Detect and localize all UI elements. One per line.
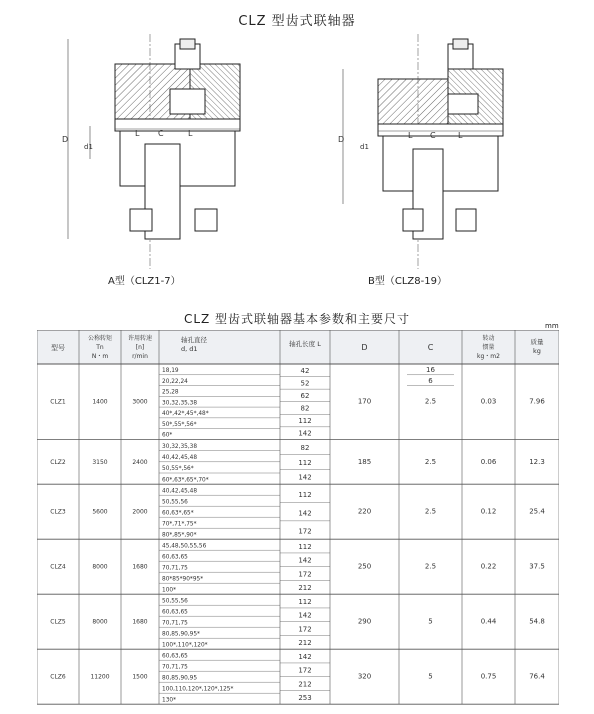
- row-bore: 60,63,65: [162, 554, 188, 561]
- header-inertia: 惯量: [482, 344, 495, 351]
- header-speed: [n]: [135, 344, 145, 351]
- dim-label-C: C: [158, 129, 164, 138]
- row-length: 212: [298, 680, 312, 689]
- row-length: 112: [298, 542, 312, 551]
- dim-label-L: L: [408, 131, 413, 140]
- row-bore: 45,48,50,55,56: [162, 543, 207, 550]
- row-D: 250: [357, 562, 372, 571]
- row-bore: 25,28: [162, 389, 179, 396]
- row-bore: 30,32,35,38: [162, 443, 198, 450]
- row-D: 320: [357, 672, 372, 681]
- row-bore: 20,22,24: [162, 378, 188, 385]
- row-model: CLZ3: [50, 508, 66, 516]
- dim-label-d1: d1: [84, 143, 93, 151]
- table-title: CLZ 型齿式联轴器基本参数和主要尺寸: [183, 312, 411, 326]
- row-length: 112: [298, 417, 312, 426]
- row-C: 5: [428, 617, 433, 626]
- row-length: 172: [298, 570, 312, 579]
- row-length: 42: [300, 366, 310, 375]
- row-C: 2.5: [424, 397, 437, 406]
- row-D: 170: [357, 397, 372, 406]
- row-length: 172: [298, 666, 312, 675]
- row-torque: 11200: [90, 673, 110, 681]
- caption-type-a: A型（CLZ1-7）: [108, 276, 181, 287]
- row-length: 112: [298, 458, 312, 467]
- row-bore: 40*,42*,45*,48*: [162, 411, 209, 418]
- row-mass: 25.4: [529, 507, 545, 516]
- parameters-table: [37, 330, 559, 707]
- row-length: 112: [298, 491, 312, 500]
- row-bore: 80*,85*,90*: [162, 532, 197, 539]
- row-bore: 50,55,56: [162, 598, 188, 605]
- row-mass: 37.5: [529, 562, 545, 571]
- row-D: 220: [357, 507, 372, 516]
- row-model: CLZ4: [50, 563, 66, 571]
- row-bore: 80,85,90,95: [162, 675, 198, 682]
- header-torque: 公称转矩: [87, 335, 113, 342]
- header-inertia: kg・m2: [477, 353, 500, 360]
- dim-label-D: D: [62, 135, 69, 144]
- dim-label-L-right: L: [458, 131, 463, 140]
- row-length: 142: [298, 652, 312, 661]
- row-c-extra: 6: [428, 376, 433, 385]
- row-D: 185: [357, 457, 372, 466]
- row-inertia: 0.44: [480, 617, 497, 626]
- row-inertia: 0.06: [480, 457, 497, 466]
- row-inertia: 0.75: [480, 672, 497, 681]
- row-length: 253: [298, 694, 312, 703]
- caption-type-b: B型（CLZ8-19）: [368, 276, 447, 287]
- row-bore: 60*: [162, 432, 173, 439]
- header-inertia: 转动: [482, 335, 495, 342]
- row-C: 2.5: [424, 507, 437, 516]
- row-torque: 3150: [92, 458, 108, 466]
- row-torque: 8000: [92, 563, 108, 571]
- row-bore: 100*: [162, 587, 176, 594]
- header-speed: r/min: [132, 353, 148, 360]
- row-inertia: 0.03: [480, 397, 497, 406]
- row-bore: 80,85,90,95*: [162, 631, 200, 638]
- row-length: 142: [298, 611, 312, 620]
- coupling-drawing-type-b: [338, 34, 538, 269]
- row-D: 290: [357, 617, 372, 626]
- row-bore: 50*,55*,56*: [162, 421, 197, 428]
- dim-label-L-right: L: [188, 129, 193, 138]
- row-bore: 70,71,75: [162, 620, 188, 627]
- row-length: 112: [298, 597, 312, 606]
- row-inertia: 0.12: [480, 507, 497, 516]
- header-C: C: [427, 343, 434, 352]
- row-model: CLZ2: [50, 458, 66, 466]
- row-bore: 18,19: [162, 368, 179, 375]
- header-mass: kg: [533, 347, 541, 355]
- row-length: 142: [298, 473, 312, 482]
- row-length: 142: [298, 509, 312, 518]
- row-mass: 7.96: [529, 397, 545, 406]
- row-speed: 1500: [132, 673, 148, 681]
- row-bore: 100*,110*,120*: [162, 642, 208, 649]
- header-mass: 质量: [530, 338, 544, 346]
- row-bore: 60,63*,65*: [162, 510, 194, 517]
- row-bore: 70,71,75: [162, 664, 188, 671]
- row-length: 212: [298, 639, 312, 648]
- row-length: 142: [298, 556, 312, 565]
- unit-label: mm: [545, 322, 559, 330]
- row-bore: 130*: [162, 697, 176, 704]
- row-length: 82: [300, 404, 310, 413]
- header-bore: 轴孔直径: [181, 336, 207, 344]
- row-c-extra: 16: [426, 366, 435, 375]
- row-length: 212: [298, 584, 312, 593]
- row-mass: 12.3: [529, 457, 545, 466]
- row-bore: 50,55,56: [162, 499, 188, 506]
- header-bore: d, d1: [181, 345, 198, 353]
- row-bore: 40,42,45,48: [162, 455, 198, 461]
- row-length: 52: [300, 379, 310, 388]
- row-mass: 54.8: [529, 617, 545, 626]
- row-speed: 1680: [132, 563, 148, 571]
- dim-label-C: C: [430, 131, 436, 140]
- row-bore: 50,55*,56*: [162, 466, 194, 473]
- row-speed: 3000: [132, 398, 148, 406]
- row-C: 2.5: [424, 457, 437, 466]
- header-length: 轴孔长度 L: [289, 340, 321, 348]
- dim-label-d1: d1: [360, 143, 369, 151]
- row-C: 5: [428, 672, 433, 681]
- row-torque: 1400: [92, 398, 108, 406]
- row-torque: 5600: [92, 508, 108, 516]
- row-bore: 40,42,45,48: [162, 488, 198, 495]
- row-C: 2.5: [424, 562, 437, 571]
- header-torque: Tn: [96, 344, 104, 351]
- row-speed: 1680: [132, 618, 148, 626]
- header-D: D: [361, 343, 368, 352]
- row-torque: 8000: [92, 618, 108, 626]
- row-speed: 2000: [132, 508, 148, 516]
- dim-label-L: L: [135, 129, 140, 138]
- row-bore: 60,63,65: [162, 653, 188, 660]
- header-speed: 许用转速: [127, 335, 153, 342]
- row-length: 82: [300, 443, 310, 452]
- page-title: CLZ 型齿式联轴器: [238, 14, 356, 29]
- row-bore: 60*,63*,65*,70*: [162, 477, 209, 484]
- row-bore: 60,63,65: [162, 609, 188, 616]
- header-torque: N・m: [91, 353, 109, 360]
- row-bore: 70,71,75: [162, 565, 188, 572]
- row-inertia: 0.22: [480, 562, 497, 571]
- row-length: 62: [300, 391, 310, 400]
- row-bore: 30,32,35,38: [162, 400, 198, 407]
- header-model: 型号: [51, 344, 65, 352]
- row-model: CLZ5: [50, 618, 66, 626]
- row-model: CLZ1: [50, 398, 66, 406]
- row-bore: 100,110,120*,120*,125*: [162, 686, 234, 693]
- row-length: 142: [298, 429, 312, 438]
- row-mass: 76.4: [529, 672, 545, 681]
- row-length: 172: [298, 625, 312, 634]
- row-model: CLZ6: [50, 673, 66, 681]
- row-bore: 70*,71*,75*: [162, 521, 197, 528]
- row-length: 172: [298, 527, 312, 536]
- row-bore: 80*85*90*95*: [162, 576, 204, 583]
- coupling-drawing-type-a: [60, 34, 275, 269]
- dim-label-D: D: [338, 135, 345, 144]
- row-speed: 2400: [132, 458, 148, 466]
